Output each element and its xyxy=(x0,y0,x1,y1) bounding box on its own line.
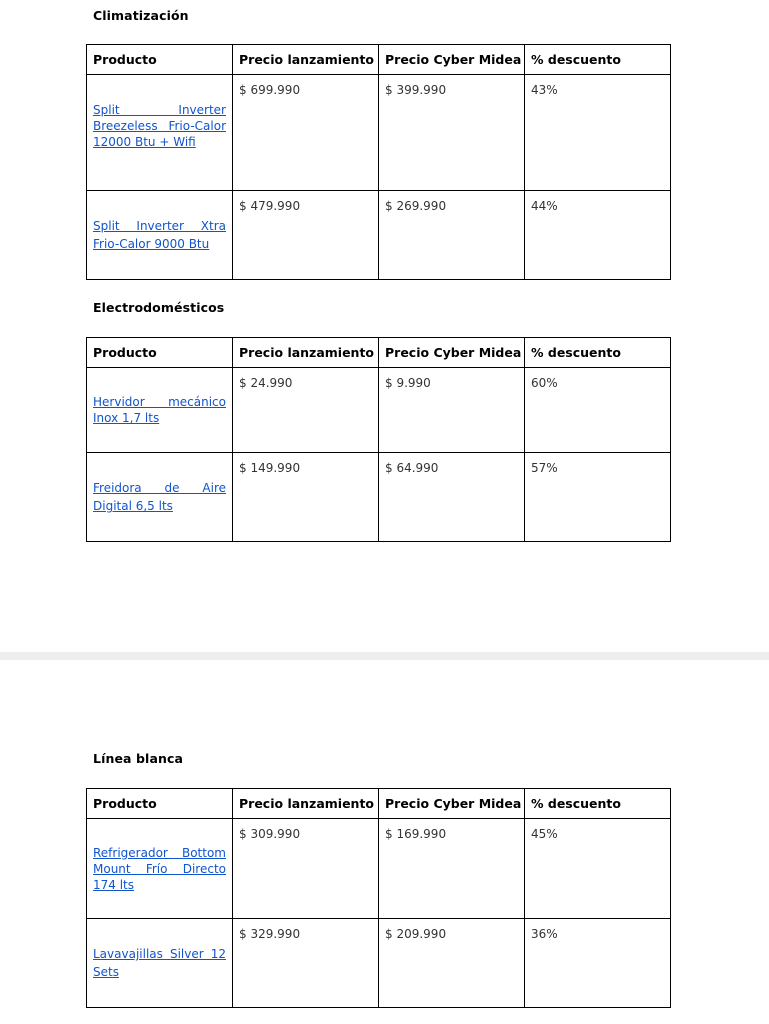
table-climatizacion xyxy=(86,44,671,280)
product-link[interactable]: Split Inverter Breezeless Frio-Calor 12000 Btu + Wifi xyxy=(93,102,226,149)
discount-cell: 45% xyxy=(525,819,671,919)
product-cell xyxy=(87,191,233,280)
header-launch-price: Precio lanzamiento xyxy=(233,789,379,819)
product-link[interactable]: Split Inverter Xtra Frio-Calor 9000 Btu xyxy=(93,219,226,251)
cyber-price-cell: $ 169.990 xyxy=(379,819,525,919)
section-title-electrodomesticos: Electrodomésticos xyxy=(93,300,225,315)
cyber-price-cell: $ 64.990 xyxy=(379,453,525,542)
header-product: Producto xyxy=(87,789,233,819)
discount-cell: 36% xyxy=(525,919,671,1008)
header-cyber-price: Precio Cyber Midea xyxy=(379,338,525,368)
cyber-price-cell: $ 399.990 xyxy=(379,75,525,191)
header-launch-price: Precio lanzamiento xyxy=(233,338,379,368)
launch-price-cell: $ 149.990 xyxy=(233,453,379,542)
discount-cell: 44% xyxy=(525,191,671,280)
product-cell xyxy=(87,819,233,919)
product-link[interactable]: Refrigerador Bottom Mount Frío Directo 174 lts xyxy=(93,845,226,892)
product-link[interactable]: Hervidor mecánico Inox 1,7 lts xyxy=(93,395,226,425)
launch-price-cell: $ 24.990 xyxy=(233,368,379,453)
launch-price-cell: $ 479.990 xyxy=(233,191,379,280)
table-row xyxy=(87,75,671,191)
header-discount: % descuento xyxy=(525,45,671,75)
header-discount: % descuento xyxy=(525,338,671,368)
launch-price-cell: $ 699.990 xyxy=(233,75,379,191)
product-cell xyxy=(87,75,233,191)
cyber-price-cell: $ 269.990 xyxy=(379,191,525,280)
discount-cell: 57% xyxy=(525,453,671,542)
product-cell xyxy=(87,453,233,542)
header-cyber-price: Precio Cyber Midea xyxy=(379,45,525,75)
section-title-linea-blanca: Línea blanca xyxy=(93,751,184,766)
document-page-2 xyxy=(0,660,769,1024)
header-product: Producto xyxy=(87,338,233,368)
product-cell xyxy=(87,919,233,1008)
launch-price-cell: $ 329.990 xyxy=(233,919,379,1008)
product-link[interactable]: Lavavajillas Silver 12 Sets xyxy=(93,947,226,979)
header-cyber-price: Precio Cyber Midea xyxy=(379,789,525,819)
page-separator xyxy=(0,652,769,660)
cyber-price-cell: $ 209.990 xyxy=(379,919,525,1008)
header-launch-price: Precio lanzamiento xyxy=(233,45,379,75)
table-row xyxy=(87,368,671,453)
section-title-climatizacion: Climatización xyxy=(93,8,189,23)
product-cell xyxy=(87,368,233,453)
cyber-price-cell: $ 9.990 xyxy=(379,368,525,453)
product-link[interactable]: Freidora de Aire Digital 6,5 lts xyxy=(93,481,226,513)
launch-price-cell: $ 309.990 xyxy=(233,819,379,919)
discount-cell: 43% xyxy=(525,75,671,191)
table-row xyxy=(87,819,671,919)
table-header-row xyxy=(87,789,671,819)
table-linea-blanca xyxy=(86,788,671,1008)
table-electrodomesticos xyxy=(86,337,671,542)
table-header-row xyxy=(87,45,671,75)
header-product: Producto xyxy=(87,45,233,75)
header-discount: % descuento xyxy=(525,789,671,819)
table-row xyxy=(87,191,671,280)
table-row xyxy=(87,919,671,1008)
discount-cell: 60% xyxy=(525,368,671,453)
table-row xyxy=(87,453,671,542)
table-header-row xyxy=(87,338,671,368)
